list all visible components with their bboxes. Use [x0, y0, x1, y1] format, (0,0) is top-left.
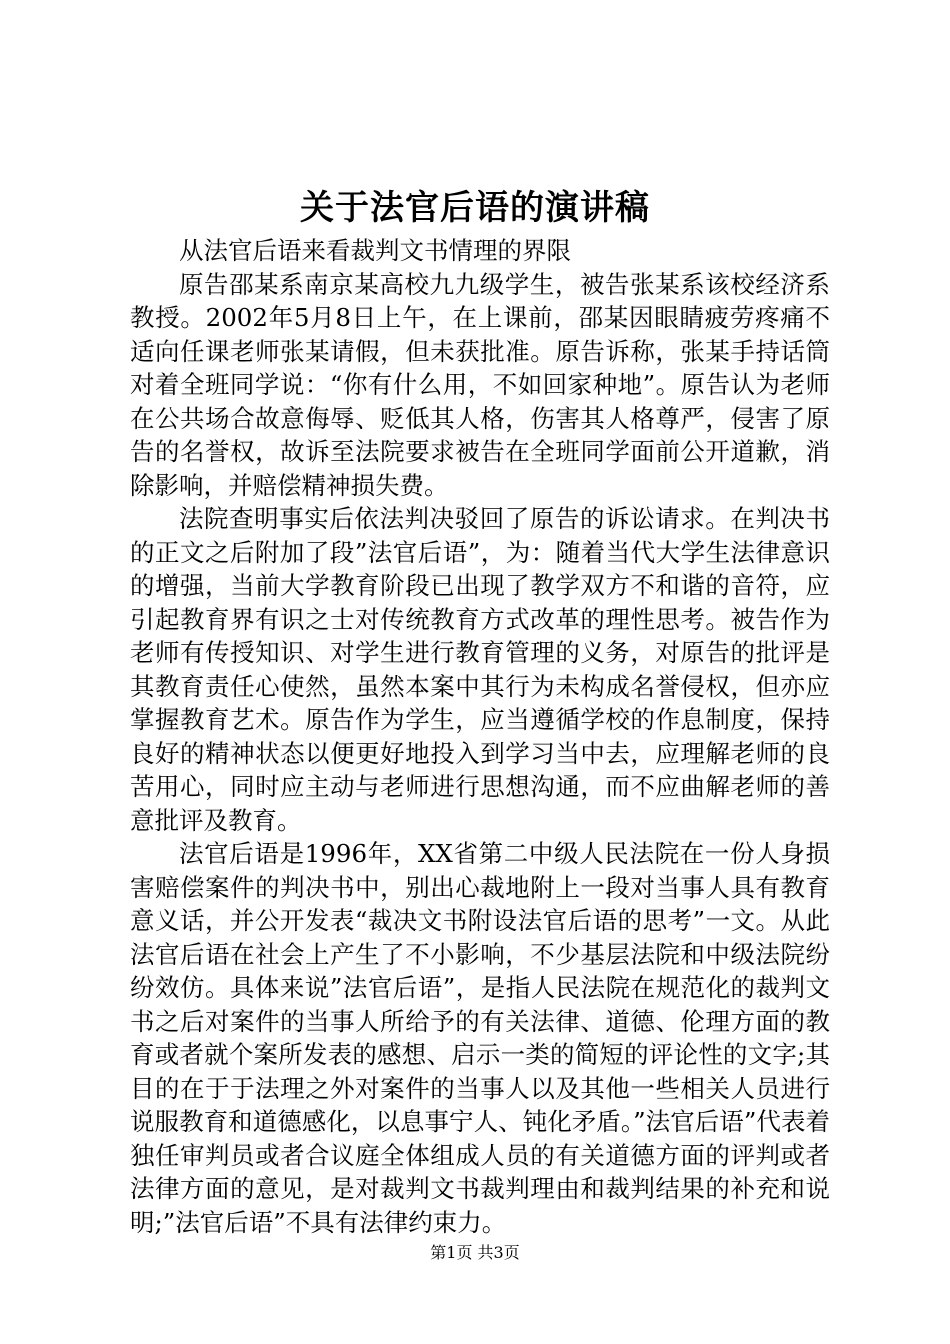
document-body: [130, 234, 830, 1239]
page-indicator: 第1页 共3页: [430, 1243, 520, 1262]
paragraph-subtitle: 从法官后语来看裁判文书情理的界限: [179, 236, 571, 265]
paragraph-court-judgment: 法院查明事实后依法判决驳回了原告的诉讼请求。在判决书的正文之后附加了段”法官后语”，为：随着当代大学生法律意识的增强，当前大学教育阶段已出现了教学双方不和谐的音符，应引起教育界有识之士对传统教育方式改革的理性思考。被告作为老师有传授知识、对学生进行教育管理的义务，对原告的批评是其教育责任心使然，虽然本案中其行为未构成名誉侵权，但亦应掌握教育艺术。原告作为学生，应当遵循学校的作息制度，保持良好的精神状态以便更好地投入到学习当中去，应理解老师的良苦用心，同时应主动与老师进行思想沟通，而不应曲解老师的善意批评及教育。: [130, 504, 830, 835]
document-title: 关于法官后语的演讲稿: [300, 188, 650, 228]
paragraph-case-facts: 原告邵某系南京某高校九九级学生，被告张某系该校经济系教授。2002年5月8日上午，在上课前，邵某因眼睛疲劳疼痛不适向任课老师张某请假，但未获批准。原告诉称，张某手持话筒对着全班同学说：“你有什么用，不如回家种地”。原告认为老师在公共场合故意侮辱、贬低其人格，伤害其人格尊严，侵害了原告的名誉权，故诉至法院要求被告在全班同学面前公开道歉，消除影响，并赔偿精神损失费。: [130, 269, 830, 500]
paragraph-definition: 法官后语是1996年，XX省第二中级人民法院在一份人身损害赔偿案件的判决书中，别出心裁地附上一段对当事人具有教育意义话，并公开发表“裁决文书附设法官后语的思考”一文。从此法官后语在社会上产生了不小影响，不少基层法院和中级法院纷纷效仿。具体来说”法官后语”，是指人民法院在规范化的裁判文书之后对案件的当事人所给予的有关法律、道德、伦理方面的教育或者就个案所发表的感想、启示一类的简短的评论性的文字;其目的在于于法理之外对案件的当事人以及其他一些相关人员进行说服教育和道德感化，以息事宁人、钝化矛盾。”法官后语”代表着独任审判员或者合议庭全体组成人员的有关道德方面的评判或者法律方面的意见，是对裁判文书裁判理由和裁判结果的补充和说明;”法官后语”不具有法律约束力。: [130, 839, 830, 1237]
